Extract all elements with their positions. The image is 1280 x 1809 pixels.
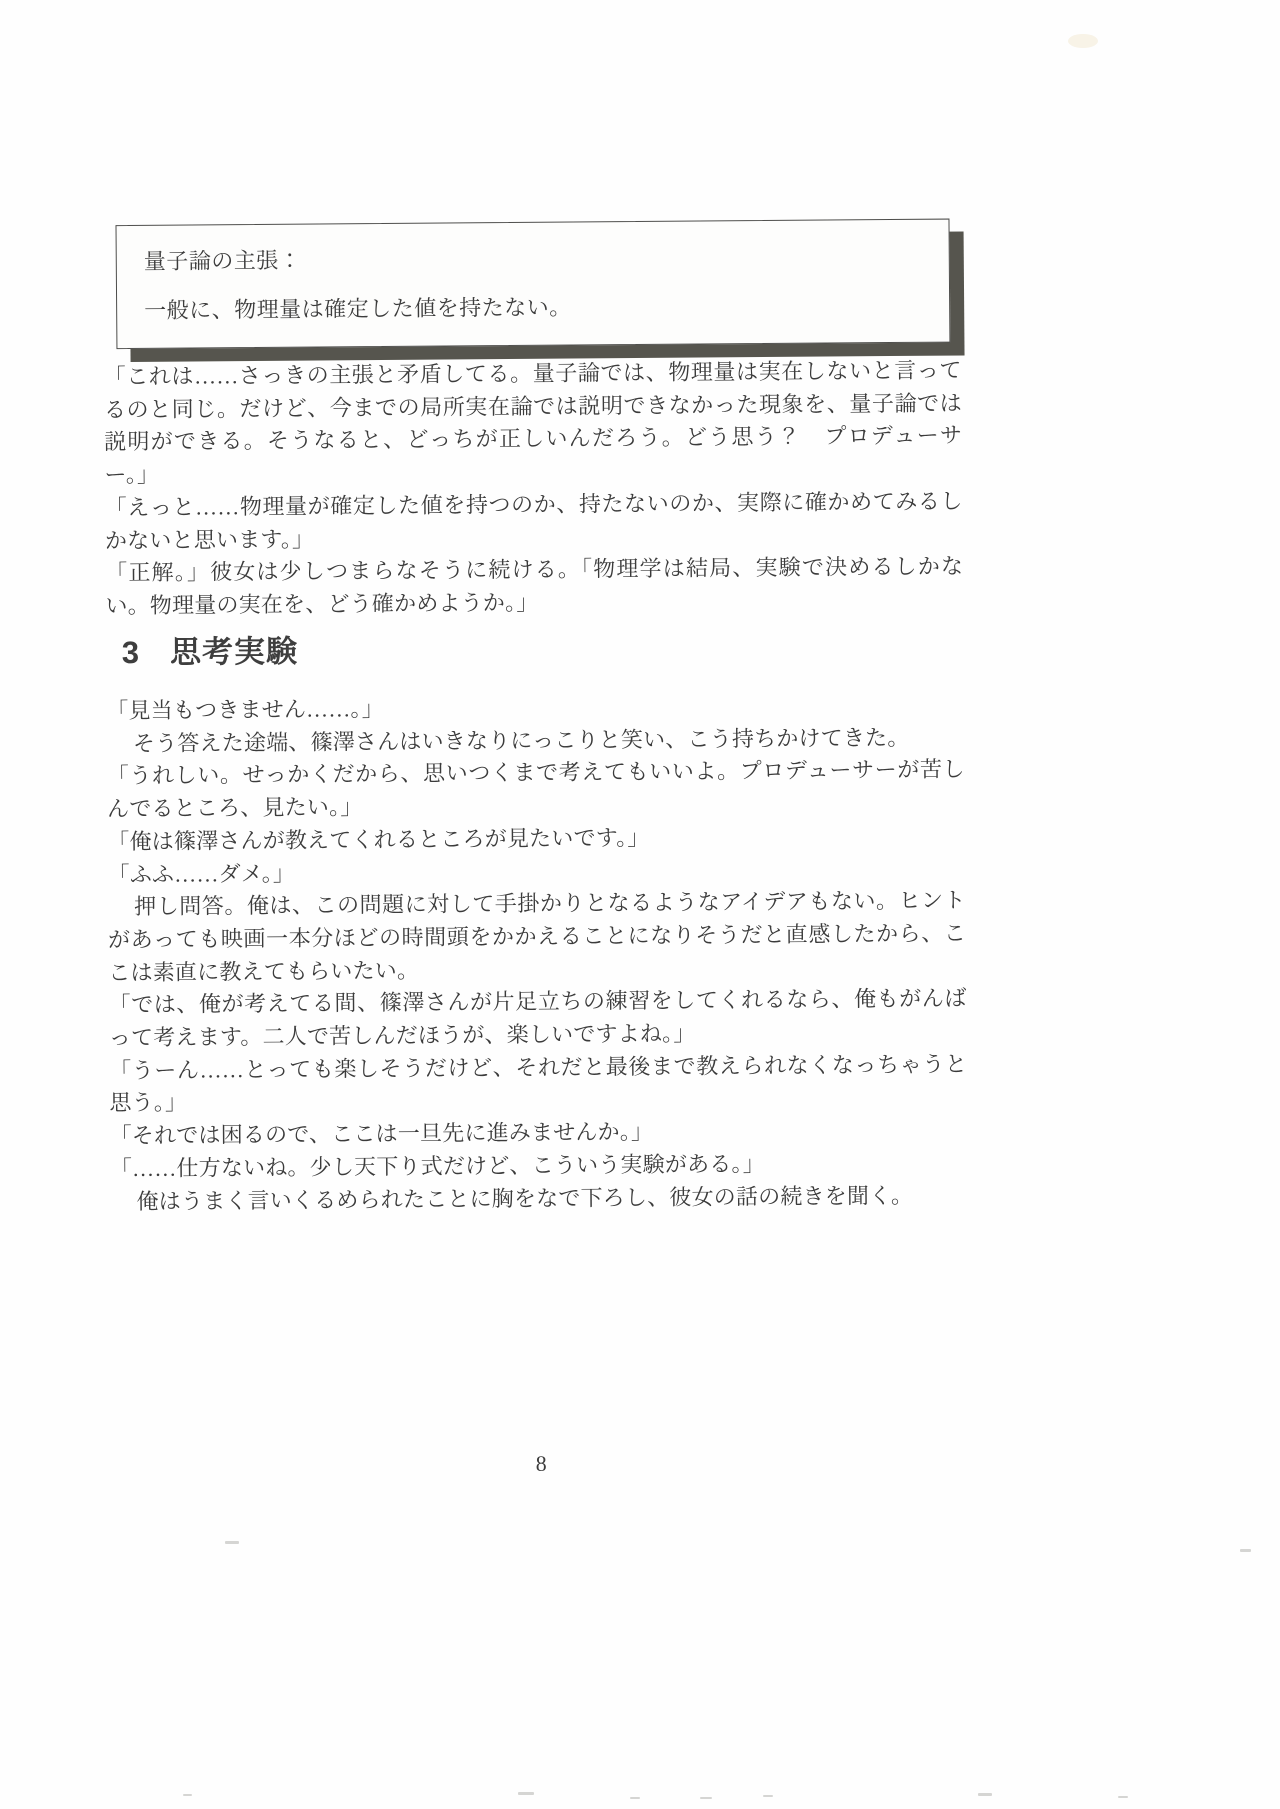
callout-body: 一般に、物理量は確定した値を持たない。 [144, 294, 572, 323]
paragraph: 俺はうまく言いくるめられたことに胸をなで下ろし、彼女の話の続きを聞く。 [136, 1182, 914, 1214]
paragraph: 「俺は篠澤さんが教えてくれるところが見たいです。」 [107, 824, 650, 855]
scan-artifact [978, 1793, 992, 1796]
scan-artifact [763, 1795, 773, 1797]
scan-smudge [1068, 34, 1098, 48]
paragraph: 「これは……さっきの主張と矛盾してる。量子論では、物理量は実在しないと言ってるのと同じ。だけど、今までの局所実在論では説明できなかった現象を、量子論では説明ができる。そうなると、どっちが正しいんだろう。どう思う？ プロデューサー。」 [103, 357, 963, 488]
scan-artifact [1240, 1549, 1251, 1552]
paragraph: 「うーん……とっても楽しそうだけど、それだと最後まで教えられなくなっちゃうと思う。」 [109, 1051, 968, 1116]
section-title: 思考実験 [169, 633, 299, 670]
paragraph: 「正解。」彼女は少しつまらなそうに続ける。「物理学は結局、実験で決めるしかない。物理量の実在を、どう確かめようか。」 [105, 553, 964, 619]
scan-artifact [183, 1794, 192, 1796]
scan-artifact [518, 1792, 534, 1795]
paragraph: 「うれしい。せっかくだから、思いつくまで考えてもいいよ。プロデューサーが苦しんでるところ、見たい。」 [106, 756, 965, 822]
scan-artifact [700, 1797, 712, 1799]
paragraph: 「見当もつきません……。」 [106, 696, 385, 724]
callout-box [115, 219, 950, 350]
callout-title: 量子論の主張： [143, 247, 302, 274]
scan-artifact [225, 1541, 239, 1544]
section-heading [122, 626, 299, 672]
paragraph: 「えっと……物理量が確定した値を持つのか、持たないのか、実際に確かめてみるしかないと思います。」 [104, 488, 963, 553]
paragraph: 押し問答。俺は、この問題に対して手掛かりとなるようなアイデアもない。ヒントがあっても映画一本分ほどの時間頭をかかえることになりそうだと直感したから、ここは素直に教えてもらいたい。 [108, 887, 967, 985]
intro-text-block [104, 354, 964, 622]
paragraph: 「……仕方ないね。少し天下り式だけど、こういう実験がある。」 [109, 1150, 765, 1182]
page-number: 8 [535, 1450, 547, 1476]
paragraph: 「ふふ……ダメ。」 [107, 860, 296, 887]
body-text-block [106, 688, 968, 1218]
scan-artifact [630, 1797, 640, 1799]
section-number: 3 [121, 634, 141, 671]
paragraph: そう答えた途端、篠澤さんはいきなりにっこりと笑い、こう持ちかけてきた。 [132, 724, 910, 756]
paragraph: 「では、俺が考えてる間、篠澤さんが片足立ちの練習をしてくれるなら、俺もがんばって考えます。二人で苦しんだほうが、楽しいですよね。」 [108, 985, 967, 1051]
scan-artifact [1118, 1796, 1128, 1798]
paragraph: 「それでは困るので、ここは一旦先に進みませんか。」 [109, 1119, 654, 1149]
